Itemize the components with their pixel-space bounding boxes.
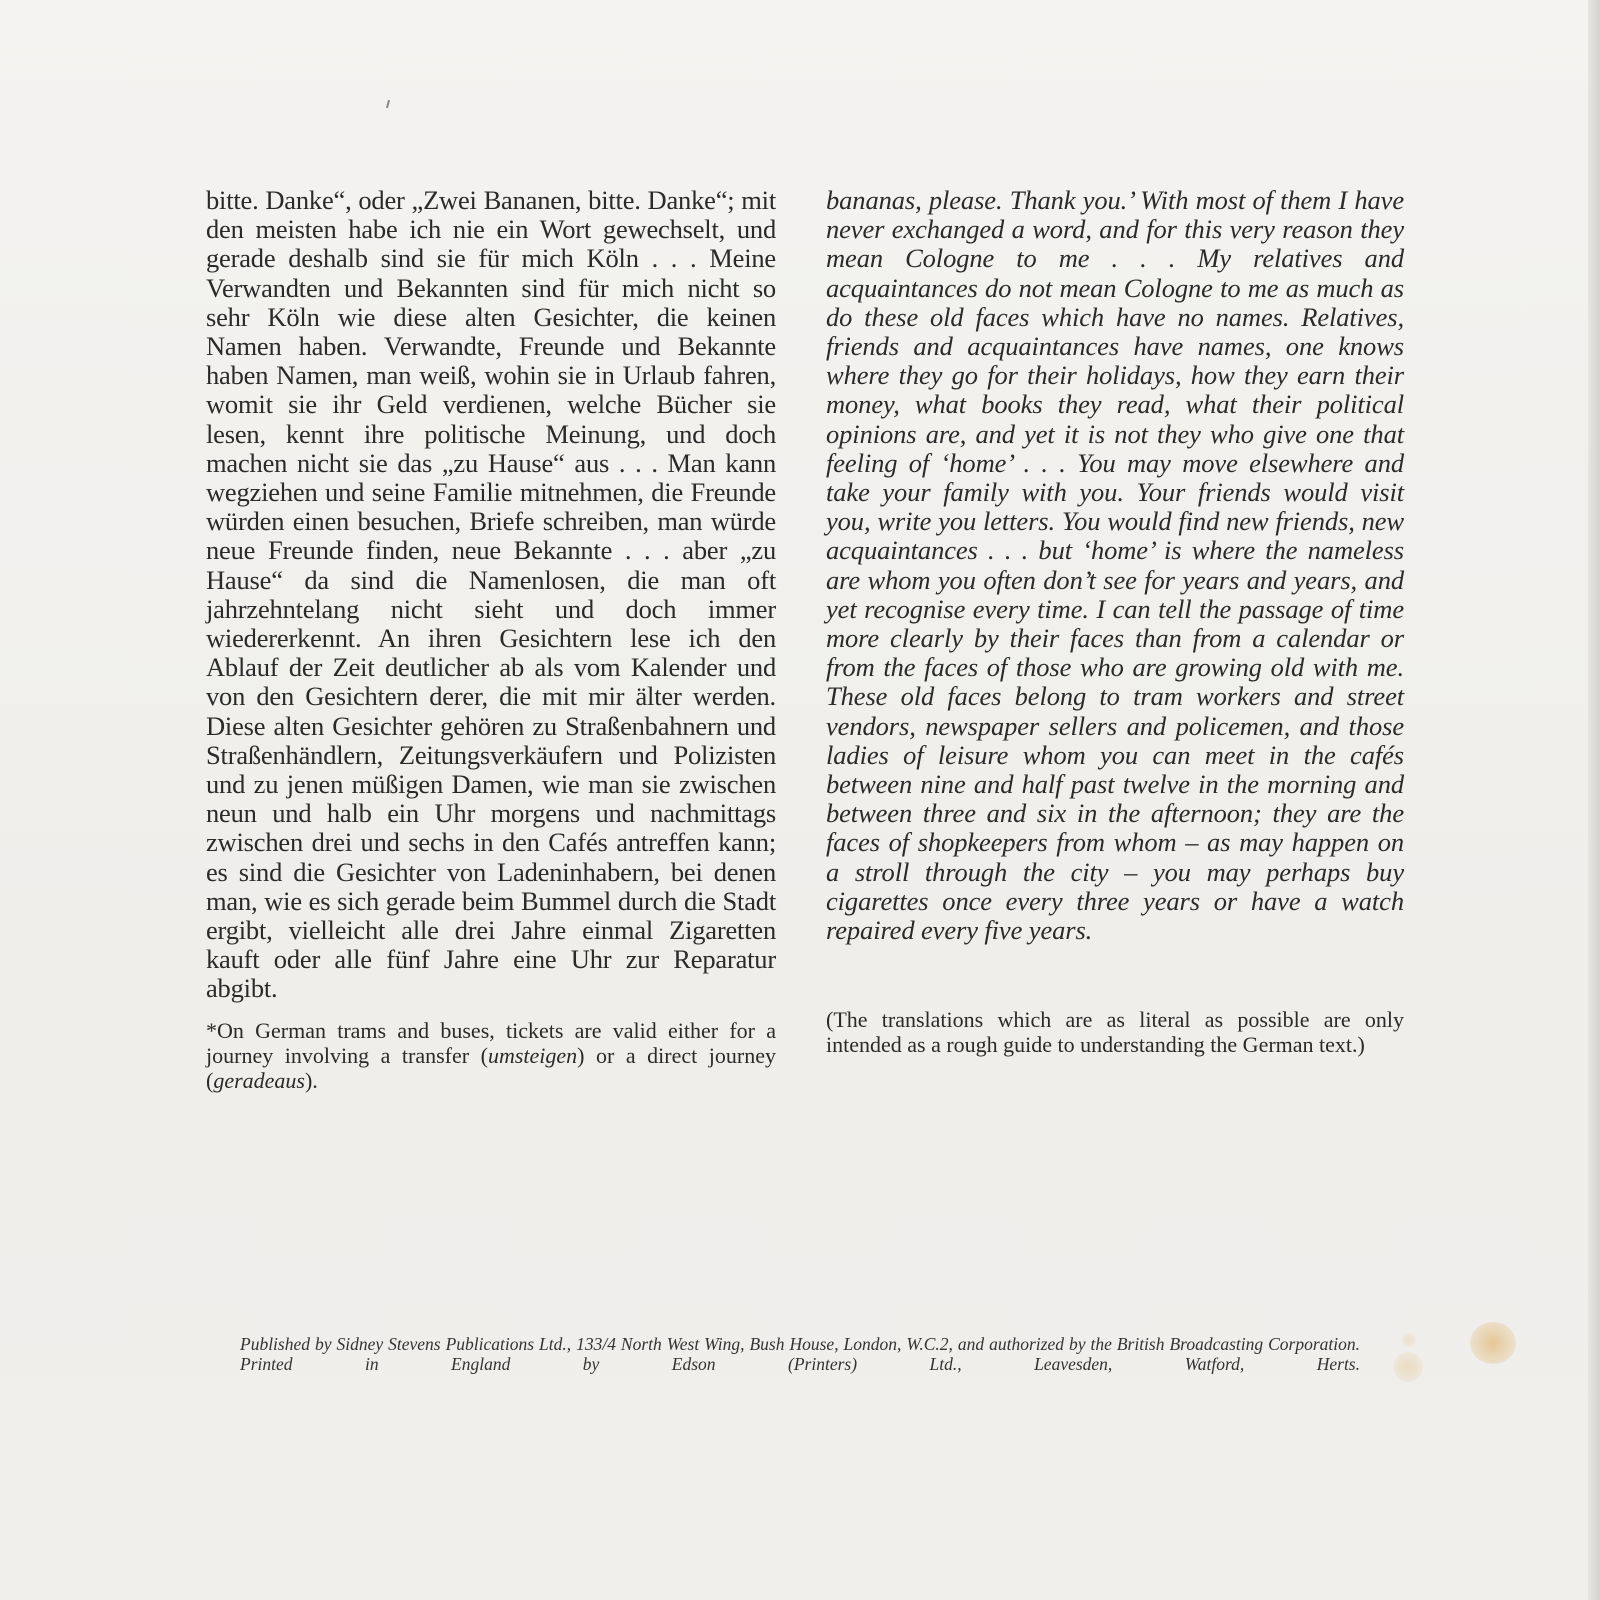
page-edge <box>1588 0 1600 1600</box>
footnote <box>206 1018 776 1093</box>
stain-spot <box>1470 1322 1516 1364</box>
footnote-text: *On German trams and buses, tickets are valid either for a journey involving a transfer ( <box>206 1017 776 1068</box>
footnote-term: umsteigen <box>487 1042 578 1068</box>
stain-spot <box>1402 1333 1416 1347</box>
german-column <box>206 186 776 1093</box>
english-translation: bananas, please. Thank you.’ With most of them I have never exchanged a word, and for this very reason they mean Cologne to me . . . My relatives and acquaintances do not mean Cologne to me as much as do these old faces which have no names. Relatives, friends and acquaintances have names, one knows where they go for their holidays, how they earn their money, what books they read, what their political opinions are, and yet it is not they who give one that feeling of ‘home’ . . . You may move elsewhere and take your family with you. Your friends would visit you, write you letters. You would find new friends, new acquaintances . . . but ‘home’ is where the nameless are whom you often don’t see for years and years, and yet recognise every time. I can tell the passage of time more clearly by their faces than from a calendar or from the faces of those who are growing old with me. These old faces belong to tram workers and street vendors, newspaper sellers and policemen, and those ladies of leisure whom you can meet in the cafés between nine and half past twelve in the morning and between three and six in the afternoon; they are the faces of shopkeepers from whom – as may happen on a stroll through the city – you may perhaps buy cigarettes once every three years or have a watch repaired every five years. <box>826 185 1404 946</box>
footnote-text: ) or a direct journey ( <box>206 1042 776 1093</box>
publisher-imprint: Published by Sidney Stevens Publications Ltd., 133/4 North West Wing, Bush House, London, W.C.2, and authorized by the British Broadcasting Corporation. Printed in England by Edson (Printers) Ltd., Leavesden, Watford, Herts. <box>240 1334 1360 1374</box>
translation-note: (The translations which are as literal as possible are only intended as a rough guide to understanding the German text.) <box>826 1007 1404 1058</box>
stain-spot <box>1393 1352 1423 1382</box>
footnote-text: ). <box>304 1067 318 1093</box>
german-text: bitte. Danke“, oder „Zwei Bananen, bitte. Danke“; mit den meisten habe ich nie ein Wort gewechselt, und gerade deshalb sind sie für mich Köln . . . Meine Verwandten und Bekannten sind für mich nicht so sehr Köln wie diese alten Gesichter, die keinen Namen haben. Verwandte, Freunde und Bekannte haben Namen, man weiß, wohin sie in Urlaub fahren, womit sie ihr Geld verdienen, welche Bücher sie lesen, kennt ihre politische Meinung, und doch machen nicht sie das „zu Hause“ aus . . . Man kann wegziehen und seine Familie mitnehmen, die Freunde würden einen besuchen, Briefe schreiben, man würde neue Freunde finden, neue Bekannte . . . aber „zu Hause“ da sind die Namenlosen, die man oft jahrzehntelang nicht sieht und doch immer wiedererkennt. An ihren Gesichtern lese ich den Ablauf der Zeit deutlicher ab als vom Kalender und von den Gesichtern derer, die mit mir älter werden. Diese alten Gesichter gehören zu Straßenbahnern und Straßenhändlern, Zeitungsverkäufern und Polizisten und zu jenen müßigen Damen, wie man sie zwischen neun und halb ein Uhr morgens und nachmittags zwischen drei und sechs in den Cafés antreffen kann; es sind die Gesichter von Ladeninhabern, bei denen man, wie es sich gerade beim Bummel durch die Stadt ergibt, vielleicht alle drei Jahre einmal Zigaretten kauft oder alle fünf Jahre eine Uhr zur Reparatur abgibt. <box>206 185 776 1004</box>
english-column <box>826 186 1404 1057</box>
footnote-term: geradeaus <box>213 1067 305 1093</box>
